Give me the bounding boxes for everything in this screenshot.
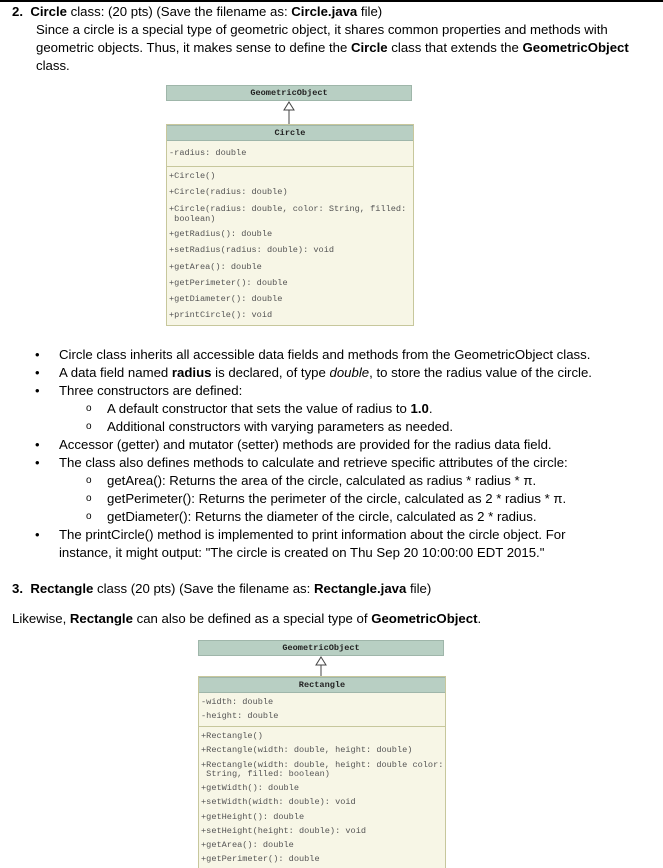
intro-line-1: Since a circle is a special type of geometric object, it shares common properties and methods with [36,22,608,37]
uml-method: +setHeight(height: double): void [201,826,367,836]
intro-line-3: class. [36,58,70,73]
intro-text-2: class that extends the [387,40,523,55]
top-rule [0,0,663,2]
uml-method: +getWidth(): double [201,783,299,793]
uml-method: +getArea(): double [169,262,262,272]
uml-method: +getHeight(): double [201,812,305,822]
bullet-icon: • [35,347,40,362]
sub-bullet-text: Additional constructors with varying parameters as needed. [107,419,453,434]
sub-bullet-text: getPerimeter(): Returns the perimeter of the circle, calculated as 2 * radius * π. [107,491,567,506]
bullet-text [59,364,592,382]
intro-text: geometric objects. Thus, it makes sense to define the [36,40,351,55]
class-name: Circle [30,4,67,19]
heading-text: class (20 pts) (Save the filename as: [93,581,314,596]
uml-parent-class: GeometricObject [166,85,412,101]
bullet-icon: • [35,383,40,398]
intro-end: . [477,611,482,626]
bullet-text-cont: instance, it might output: "The circle is created on Thu Sep 20 10:00:00 EDT 2015." [59,545,545,560]
bullet-text: Three constructors are defined: [59,383,243,398]
section-3-heading [12,580,431,598]
uml-child-class: Rectangle [199,677,445,693]
uml-method: +Circle() [169,171,216,181]
uml-method: +Rectangle(width: double, height: double color: [201,760,444,770]
uml-method: +Rectangle() [201,731,263,741]
bullet-text: The printCircle() method is implemented to print information about the circle object. For [59,527,566,542]
intro-geometric: GeometricObject [522,40,629,55]
uml-method: +getArea(): double [201,840,294,850]
uml-method: +setWidth(width: double): void [201,797,356,807]
bullet-icon: • [35,437,40,452]
section-number: 2. [12,4,23,19]
b2-text-3: , to store the radius value of the circle. [369,365,592,380]
uml-method: +printCircle(): void [169,310,273,320]
sub-bullet-icon: o [86,493,92,504]
uml-method: +getRadius(): double [169,229,273,239]
circle-class-box [166,124,414,326]
uml-child-class: Circle [167,125,413,141]
s1-value: 1.0 [410,401,429,416]
uml-method: +Circle(radius: double, color: String, filled: [169,204,407,214]
uml-divider [167,166,413,167]
uml-method: +getPerimeter(): double [201,854,320,864]
s1-end: . [428,401,433,416]
intro-line-2 [36,39,629,57]
uml-method-cont: boolean) [169,214,216,224]
heading-end: file) [357,4,383,19]
inheritance-arrow-icon [313,656,329,678]
intro-text: Likewise, [12,611,70,626]
bullet-icon: • [35,527,40,542]
intro-circle: Circle [350,40,388,55]
inheritance-arrow-icon [281,101,297,125]
section-2-heading [12,3,382,21]
uml-method: +getDiameter(): double [169,294,283,304]
uml-method: +getPerimeter(): double [169,278,288,288]
uml-field: -radius: double [169,148,247,158]
uml-field: -width: double [201,697,274,707]
bullet-text: Circle class inherits all accessible data fields and methods from the GeometricObject class. [59,347,591,362]
sub-bullet-icon: o [86,475,92,486]
section-3-intro [12,610,481,628]
rectangle-class-box [198,676,446,868]
intro-rectangle: Rectangle [69,611,133,626]
class-name: Rectangle [30,581,94,596]
uml-divider [199,726,445,727]
uml-parent-class: GeometricObject [198,640,444,656]
sub-bullet-icon: o [86,421,92,432]
uml-method: +Rectangle(width: double, height: double) [201,745,413,755]
sub-bullet-icon: o [86,403,92,414]
bullet-text: The class also defines methods to calculate and retrieve specific attributes of the circle: [59,455,568,470]
sub-bullet-text: getDiameter(): Returns the diameter of the circle, calculated as 2 * radius. [107,509,537,524]
s1-text: A default constructor that sets the value of radius to [107,401,411,416]
uml-method: +setRadius(radius: double): void [169,245,335,255]
sub-bullet-text: getArea(): Returns the area of the circle, calculated as radius * radius * π. [107,473,537,488]
filename: Circle.java [291,4,358,19]
b2-double: double [329,365,370,380]
filename: Rectangle.java [313,581,407,596]
b2-text-2: is declared, of type [211,365,330,380]
intro-text-2: can also be defined as a special type of [132,611,372,626]
uml-field: -height: double [201,711,279,721]
b2-text: A data field named [59,365,172,380]
heading-text: class: (20 pts) (Save the filename as: [66,4,292,19]
intro-geometric: GeometricObject [371,611,478,626]
b2-radius: radius [171,365,212,380]
heading-end: file) [406,581,432,596]
bullet-text: Accessor (getter) and mutator (setter) methods are provided for the radius data field. [59,437,552,452]
bullet-icon: • [35,365,40,380]
uml-method: +Circle(radius: double) [169,187,288,197]
sub-bullet-icon: o [86,511,92,522]
bullet-icon: • [35,455,40,470]
rectangle-uml-diagram [198,640,444,680]
sub-bullet-text [107,400,433,418]
uml-method-cont: String, filled: boolean) [201,769,330,779]
section-number: 3. [12,581,23,596]
